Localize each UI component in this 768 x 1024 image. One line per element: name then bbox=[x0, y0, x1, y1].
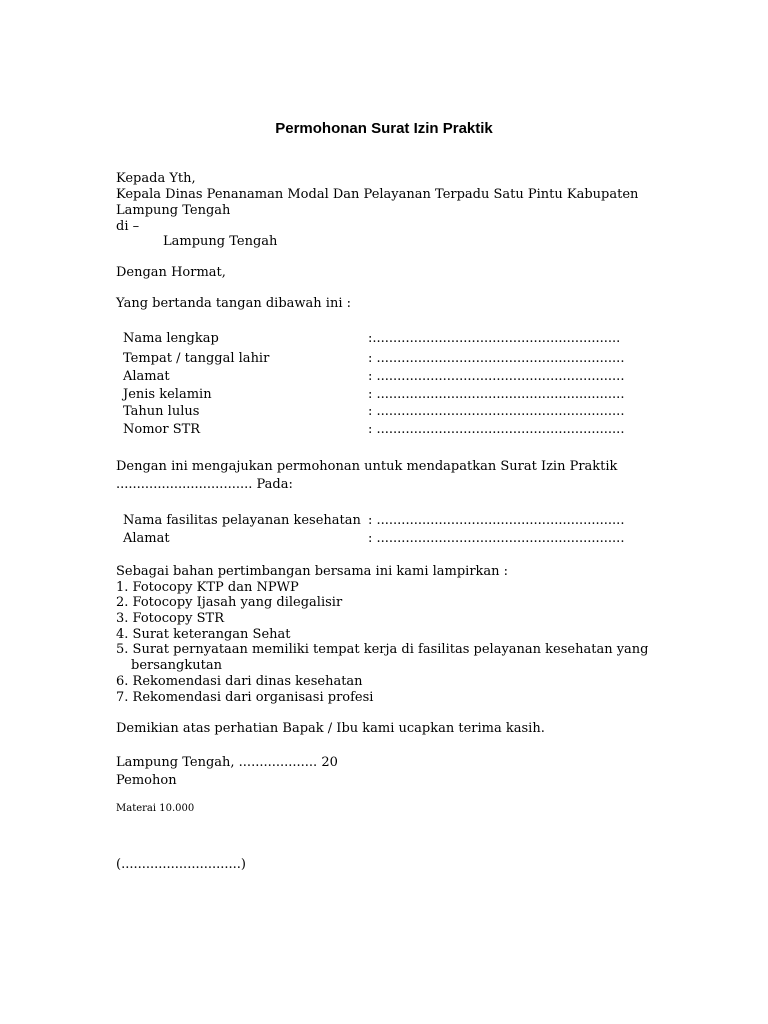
recipient-line-1: Kepada Yth, bbox=[116, 171, 196, 186]
attachments-intro: Sebagai bahan pertimbangan bersama ini kami lampirkan : bbox=[116, 564, 509, 579]
field-value: : ............................................................ bbox=[368, 351, 625, 366]
field-label: Nama lengkap bbox=[123, 331, 219, 346]
attachment-item: 1. Fotocopy KTP dan NPWP bbox=[116, 580, 299, 595]
greeting: Dengan Hormat, bbox=[116, 265, 226, 280]
field-value: : ............................................................ bbox=[368, 369, 625, 384]
field-value: : ............................................................ bbox=[368, 387, 625, 402]
attachment-item: 3. Fotocopy STR bbox=[116, 611, 224, 626]
attachment-item: 7. Rekomendasi dari organisasi profesi bbox=[116, 690, 374, 705]
field-label: Jenis kelamin bbox=[123, 387, 212, 402]
closing-text: Demikian atas perhatian Bapak / Ibu kami ucapkan terima kasih. bbox=[116, 721, 545, 736]
request-line-1: Dengan ini mengajukan permohonan untuk mendapatkan Surat Izin Praktik bbox=[116, 459, 618, 474]
field-label: Alamat bbox=[123, 369, 170, 384]
signature-line: (.............................) bbox=[116, 857, 246, 872]
attachment-item: 2. Fotocopy Ijasah yang dilegalisir bbox=[116, 595, 343, 610]
recipient-line-2: Kepala Dinas Penanaman Modal Dan Pelayanan Terpadu Satu Pintu Kabupaten bbox=[116, 187, 639, 202]
recipient-line-5: Lampung Tengah bbox=[163, 234, 278, 249]
field-label: Nomor STR bbox=[123, 422, 201, 437]
field-label: Tempat / tanggal lahir bbox=[123, 351, 270, 366]
request-line-2: ................................. Pada: bbox=[116, 477, 293, 492]
attachment-item: 4. Surat keterangan Sehat bbox=[116, 627, 291, 642]
facility-label: Nama fasilitas pelayanan kesehatan bbox=[123, 513, 361, 528]
facility-value: : ............................................................ bbox=[368, 513, 625, 528]
facility-label: Alamat bbox=[123, 531, 170, 546]
facility-value: : ............................................................ bbox=[368, 531, 625, 546]
attachment-item-continued: bersangkutan bbox=[131, 658, 222, 673]
field-label: Tahun lulus bbox=[123, 404, 200, 419]
place-date: Lampung Tengah, ................... 20 bbox=[116, 755, 338, 770]
intro-text: Yang bertanda tangan dibawah ini : bbox=[116, 296, 351, 311]
attachment-item: 6. Rekomendasi dari dinas kesehatan bbox=[116, 674, 363, 689]
page-title: Permohonan Surat Izin Praktik bbox=[275, 120, 493, 137]
recipient-line-4: di – bbox=[116, 219, 140, 234]
field-value: : ............................................................ bbox=[368, 422, 625, 437]
attachment-item: 5. Surat pernyataan memiliki tempat kerja di fasilitas pelayanan kesehatan yang bbox=[116, 642, 649, 657]
applicant-label: Pemohon bbox=[116, 773, 177, 788]
recipient-line-3: Lampung Tengah bbox=[116, 203, 231, 218]
stamp-label: Materai 10.000 bbox=[116, 803, 195, 814]
field-value: :............................................................ bbox=[368, 331, 621, 346]
field-value: : ............................................................ bbox=[368, 404, 625, 419]
